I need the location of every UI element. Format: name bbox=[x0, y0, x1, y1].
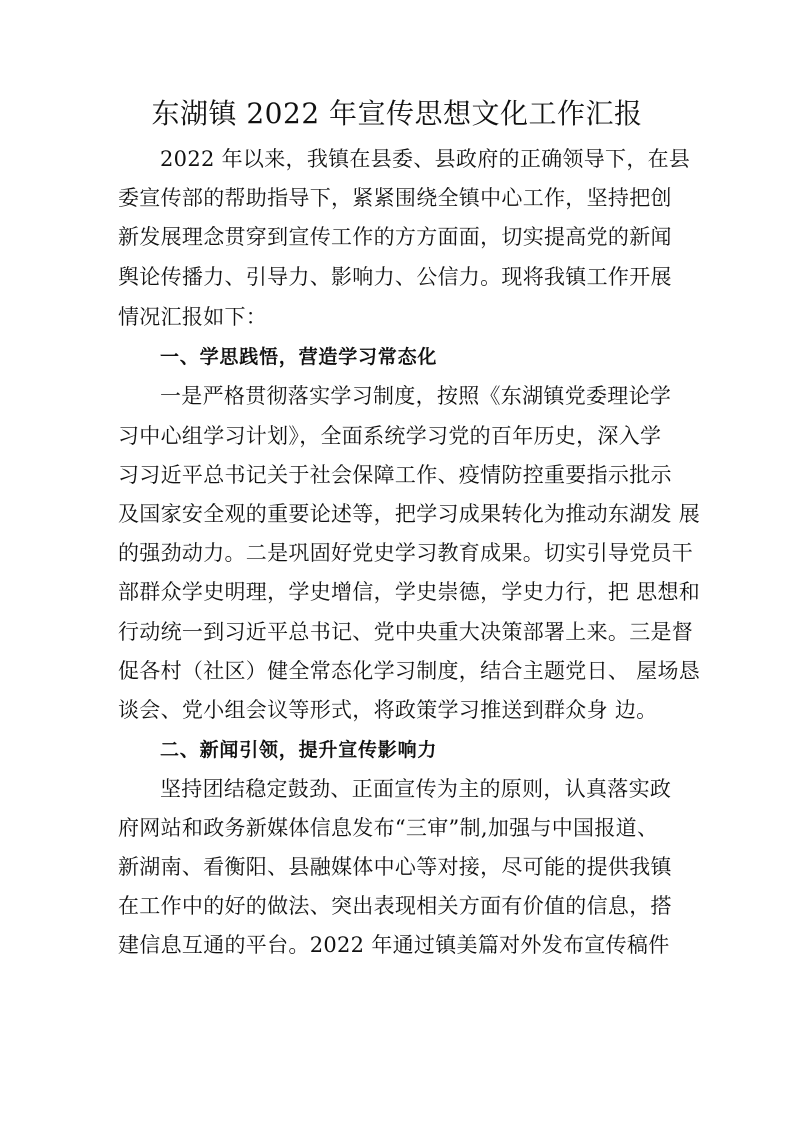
section-2-line-1: 坚持团结稳定鼓劲、正面宣传为主的原则，认真落实政 bbox=[160, 777, 672, 801]
section-1-heading: 一、学思践悟，营造学习常态化 bbox=[160, 346, 438, 368]
section-1-line-7: 行动统一到习近平总书记、党中央重大决策部署上来。三是督 bbox=[118, 620, 694, 644]
intro-line-2: 委宣传部的帮助指导下，紧紧围绕全镇中心工作，坚持把创 bbox=[118, 186, 672, 210]
section-1-line-4: 及国家安全观的重要论述等，把学习成果转化为推动东湖发 展 bbox=[118, 502, 701, 526]
section-1-line-2: 习中心组学习计划》，全面系统学习党的百年历史，深入学 bbox=[118, 424, 662, 448]
intro-line-3: 新发展理念贯穿到宣传工作的方方面面，切实提高党的新闻 bbox=[118, 225, 672, 249]
section-2-heading: 二、新闻引领，提升宣传影响力 bbox=[160, 739, 438, 761]
section-2-line-2: 府网站和政务新媒体信息发布“三审”制,加强与中国报道、 bbox=[118, 816, 659, 840]
section-2-line-4: 在工作中的好的做法、突出表现相关方面有价值的信息，搭 bbox=[118, 894, 672, 918]
section-1-line-5: 的强劲动力。二是巩固好党史学习教育成果。切实引导党员干 bbox=[118, 541, 694, 565]
section-1-line-1: 一是严格贯彻落实学习制度，按照《东湖镇党委理论学 bbox=[160, 384, 672, 408]
intro-line-1: 2022 年以来，我镇在县委、县政府的正确领导下，在县 bbox=[160, 147, 691, 171]
section-1-line-3: 习习近平总书记关于社会保障工作、疫情防控重要指示批示 bbox=[118, 463, 672, 487]
intro-line-4: 舆论传播力、引导力、影响力、公信力。现将我镇工作开展 bbox=[118, 265, 672, 289]
section-1-line-6: 部群众学史明理，学史增信，学史崇德，学史力行，把 思想和 bbox=[118, 580, 701, 604]
section-2-line-3: 新湖南、看衡阳、县融媒体中心等对接，尽可能的提供我镇 bbox=[118, 855, 672, 879]
section-2-line-5: 建信息互通的平台。2022 年通过镇美篇对外发布宣传稿件 bbox=[118, 933, 670, 957]
section-1-line-9: 谈会、党小组会议等形式，将政策学习推送到群众身 边。 bbox=[118, 698, 658, 722]
intro-line-5: 情况汇报如下： bbox=[118, 305, 268, 329]
section-1-line-8: 促各村（社区）健全常态化学习制度，结合主题党日、 屋场恳 bbox=[118, 659, 701, 683]
document-title: 东湖镇 2022 年宣传思想文化工作汇报 bbox=[151, 97, 643, 130]
